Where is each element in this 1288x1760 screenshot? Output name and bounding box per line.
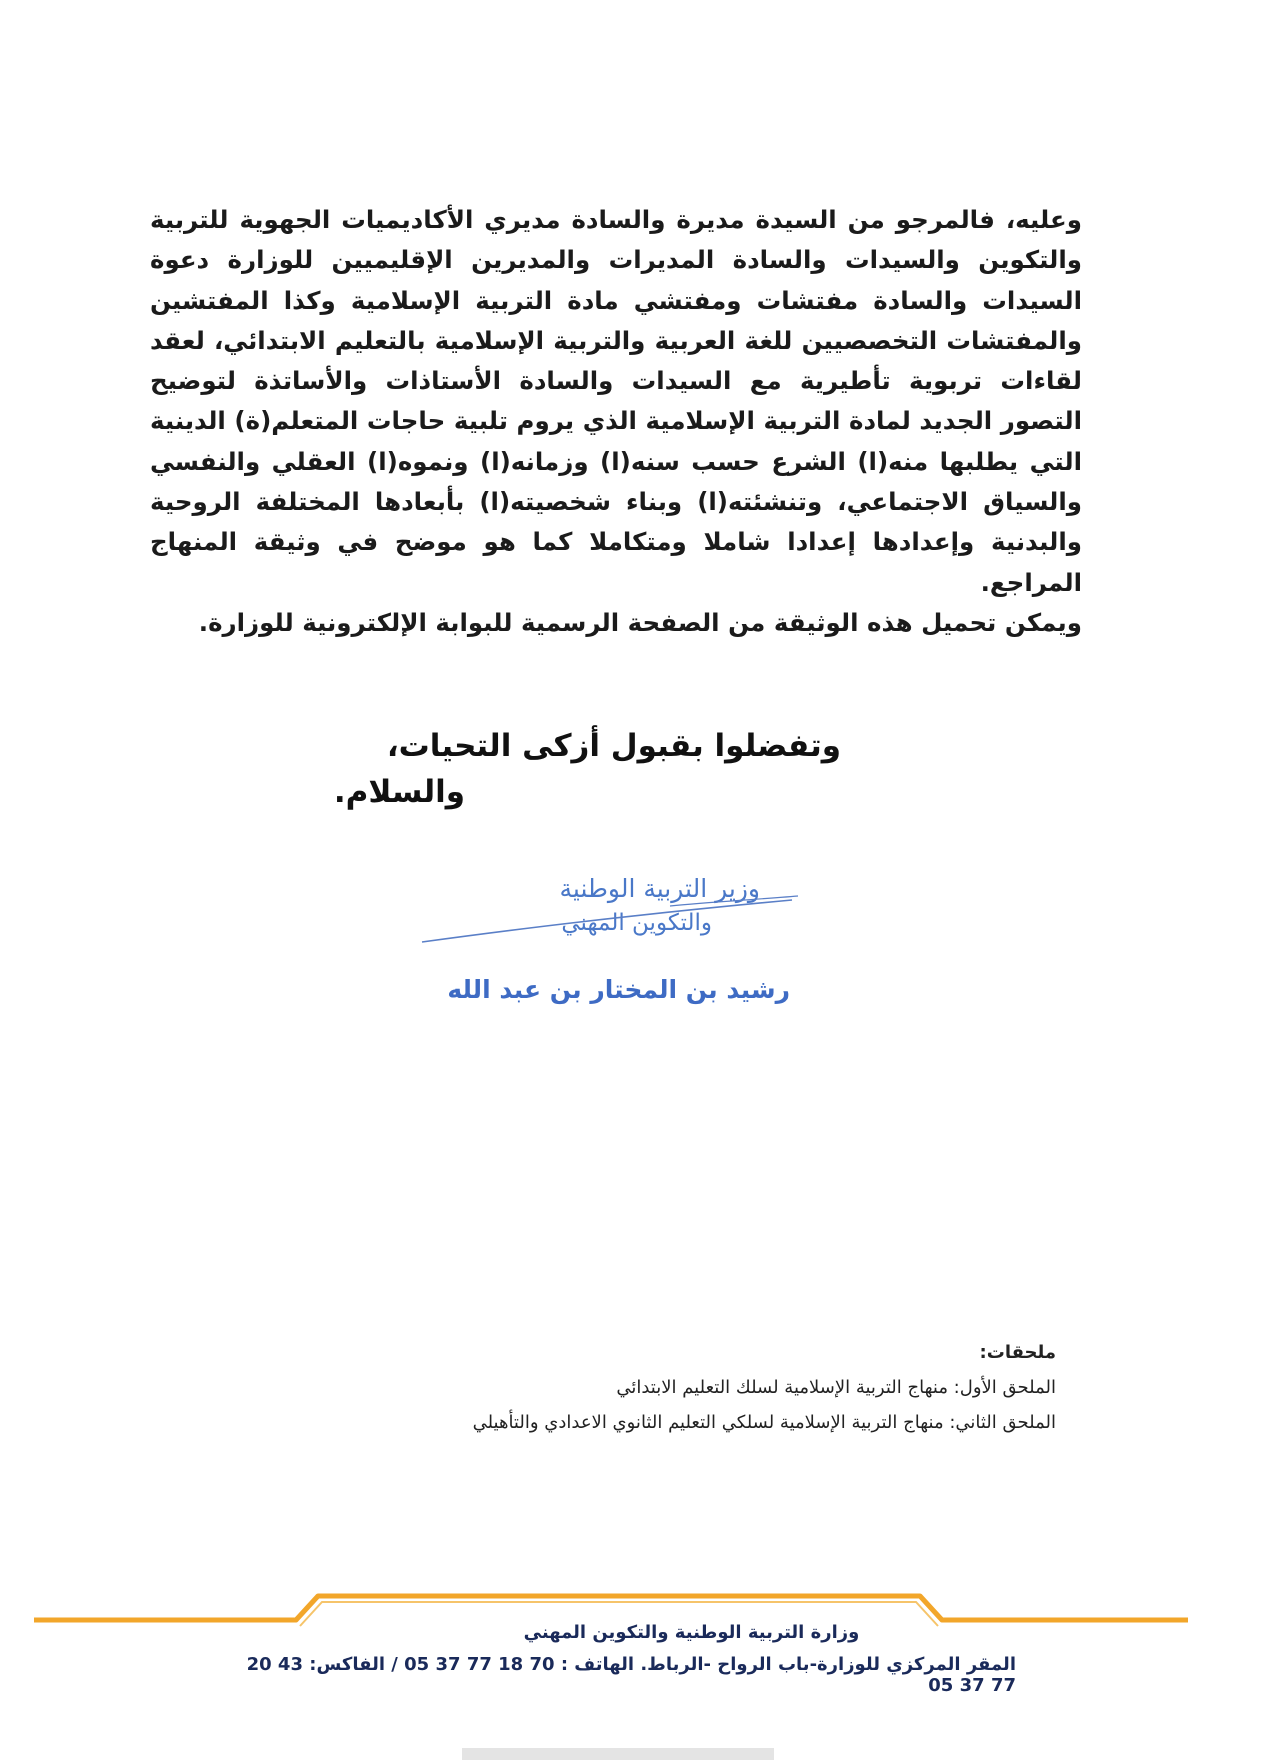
annex-item-1: الملحق الأول: منهاج التربية الإسلامية لسلك التعليم الابتدائي <box>616 1377 1056 1398</box>
body-paragraph-main: وعليه، فالمرجو من السيدة مديرة والسادة مديري الأكاديميات الجهوية للتربية والتكوين والسيدات والسادة المديرات والمديرين الإقليميين للوزارة دعوة السيدات والسادة مفتشات ومفتشي مادة التربية الإسلامية وكذا المفتشين والمفتشات التخصصيين للغة العربية والتربية الإسلامية بالتعليم الابتدائي، لعقد لقاءات تربوية تأطيرية مع السيدات والسادة الأستاذات والأساتذة لتوضيح التصور الجديد لمادة التربية الإسلامية الذي يروم تلبية حاجات المتعلم(ة) الدينية التي يطلبها منه(ا) الشرع حسب سنه(ا) وزمانه(ا) ونموه(ا) العقلي والنفسي والسياق الاجتماعي، وتنشئته(ا) وبناء شخصيته(ا) بأبعادها المختلفة الروحية والبدنية وإعدادها إعدادا شاملا ومتكاملا كما هو موضح في وثيقة المنهاج المراجع. <box>150 205 1082 597</box>
footer-ministry-name: وزارة التربية الوطنية والتكوين المهني <box>523 1622 860 1643</box>
stamp-title-line2: والتكوين المهني <box>561 910 712 936</box>
footer-contact-line: المقر المركزي للوزارة-باب الرواح -الرباط. الهاتف : 70 18 77 37 05 / الفاكس: 43 20 77 37 05 <box>246 1654 1016 1696</box>
annexes-section <box>256 1342 1056 1447</box>
letter-body <box>150 200 1082 643</box>
annexes-title: ملحقات: <box>979 1342 1056 1363</box>
body-paragraph-download: ويمكن تحميل هذه الوثيقة من الصفحة الرسمية للبوابة الإلكترونية للوزارة. <box>198 607 1082 637</box>
signature-stroke-icon <box>420 872 800 952</box>
scan-edge-strip <box>462 1748 774 1760</box>
closing-salutation: والسلام. <box>333 774 465 810</box>
minister-stamp <box>420 872 800 952</box>
annex-item-2: الملحق الثاني: منهاج التربية الإسلامية لسلكي التعليم الثانوي الاعدادي والتأهيلي <box>472 1412 1056 1433</box>
signatory-name: رشيد بن المختار بن عبد الله <box>447 975 790 1004</box>
closing-greeting: وتفضلوا بقبول أزكى التحيات، <box>386 728 841 764</box>
stamp-title-line1: وزير التربية الوطنية <box>559 874 760 903</box>
